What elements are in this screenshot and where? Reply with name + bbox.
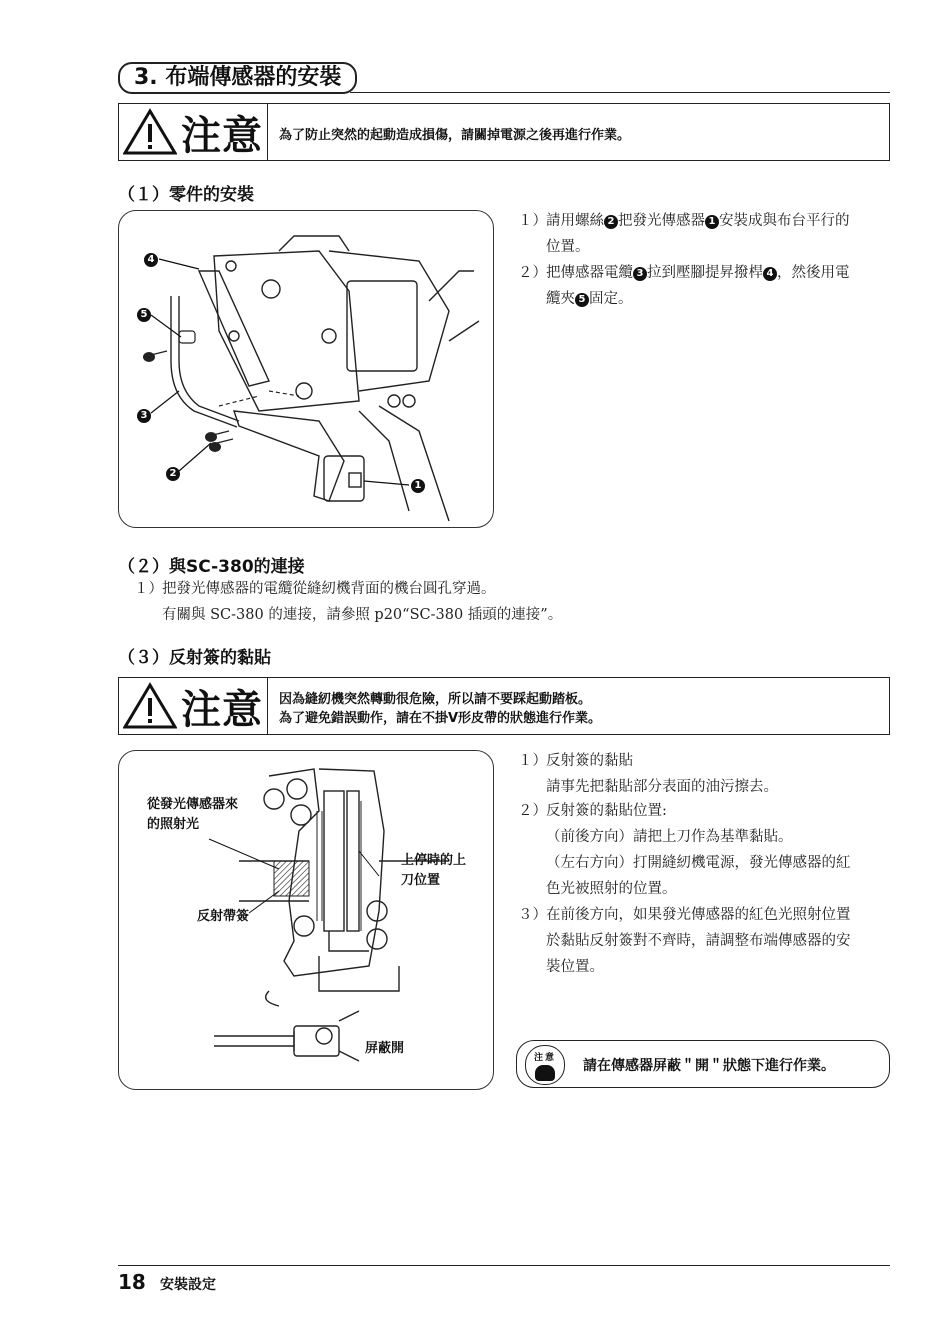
- callout-2: 2: [166, 467, 180, 481]
- note-box: [516, 1040, 890, 1088]
- caution-box-2: [118, 677, 890, 735]
- caution-line-2: 為了避免錯誤動作，請在不掛V形皮帶的狀態進行作業。: [279, 711, 602, 726]
- part1-step-1: １）請用螺絲 2 把發光傳感器 1 安裝成與布台平行的 位置。: [518, 213, 850, 255]
- part3-step-3: ３）在前後方向，如果發光傳感器的紅色光照射位置 於黏貼反射簽對不齊時，請調整布端傳感器的安 裝位置。: [518, 907, 851, 975]
- figure-reflective-tape: [118, 750, 494, 1090]
- caution-box: [118, 103, 890, 161]
- ref-5: 5: [575, 293, 589, 307]
- warning-triangle-icon: [123, 108, 177, 156]
- callout-5: 5: [137, 308, 151, 322]
- caution-hand-icon: [525, 1045, 565, 1085]
- part2-heading: （２）與SC-380的連接: [118, 557, 305, 577]
- part3-step-1: １）反射簽的黏貼 請事先把黏貼部分表面的油污擦去。: [518, 753, 778, 795]
- note-text: 請在傳感器屏蔽＂開＂狀態下進行作業。: [583, 1058, 835, 1074]
- label-tape: 反射帶簽: [197, 909, 250, 924]
- part3-step-2: ２）反射簽的黏貼位置: （前後方向）請把上刀作為基準黏貼。 （左右方向）打開縫紉機電源，發光傳感器的紅 色光被照射的位置。: [518, 803, 851, 897]
- label-knife-2: 刀位置: [401, 873, 441, 888]
- label-light-2: 的照射光: [147, 817, 200, 832]
- part1-heading: （１）零件的安裝: [118, 185, 254, 205]
- page-number: 18: [118, 1270, 146, 1294]
- callout-4: 4: [144, 253, 158, 267]
- part2-step: １）把發光傳感器的電纜從縫紉機背面的機台圓孔穿過。 有關與 SC-380 的連接，請參照 p20“SC-380 插頭的連接”。: [134, 581, 563, 623]
- callout-1: 1: [411, 479, 425, 493]
- ref-1: 1: [705, 215, 719, 229]
- callout-3: 3: [137, 409, 151, 423]
- caution-label-2: 注意: [181, 685, 263, 733]
- footer-rule: [118, 1265, 890, 1266]
- footer-section: 安裝設定: [160, 1277, 216, 1293]
- label-light-1: 從發光傳感器來: [147, 797, 239, 812]
- figure-sensor-mounting: [118, 210, 494, 528]
- title-rule: [350, 92, 890, 93]
- part3-heading: （３）反射簽的黏貼: [118, 648, 271, 668]
- caution-line-1: 因為縫紉機突然轉動很危險，所以請不要踩起動踏板。: [279, 692, 592, 707]
- part1-step-2: ２）把傳感器電纜 3 拉到壓腳提昇撥桿 4 ，然後用電 纜夾 5 固定。: [518, 265, 850, 307]
- label-shield: 屏蔽開: [365, 1041, 405, 1056]
- caution-hand-icon-label: 注意: [533, 1053, 556, 1063]
- section-title: 3. 布端傳感器的安裝: [118, 62, 357, 94]
- caution-text: 為了防止突然的起動造成損傷，請關掉電源之後再進行作業。: [279, 128, 631, 143]
- ref-3: 3: [633, 267, 647, 281]
- caution-badge-2: [119, 678, 268, 734]
- ref-4: 4: [763, 267, 777, 281]
- caution-label: 注意: [181, 111, 263, 159]
- ref-2: 2: [604, 215, 618, 229]
- warning-triangle-icon: [123, 682, 177, 730]
- label-knife-1: 上停時的上: [401, 853, 467, 868]
- caution-badge: [119, 104, 268, 160]
